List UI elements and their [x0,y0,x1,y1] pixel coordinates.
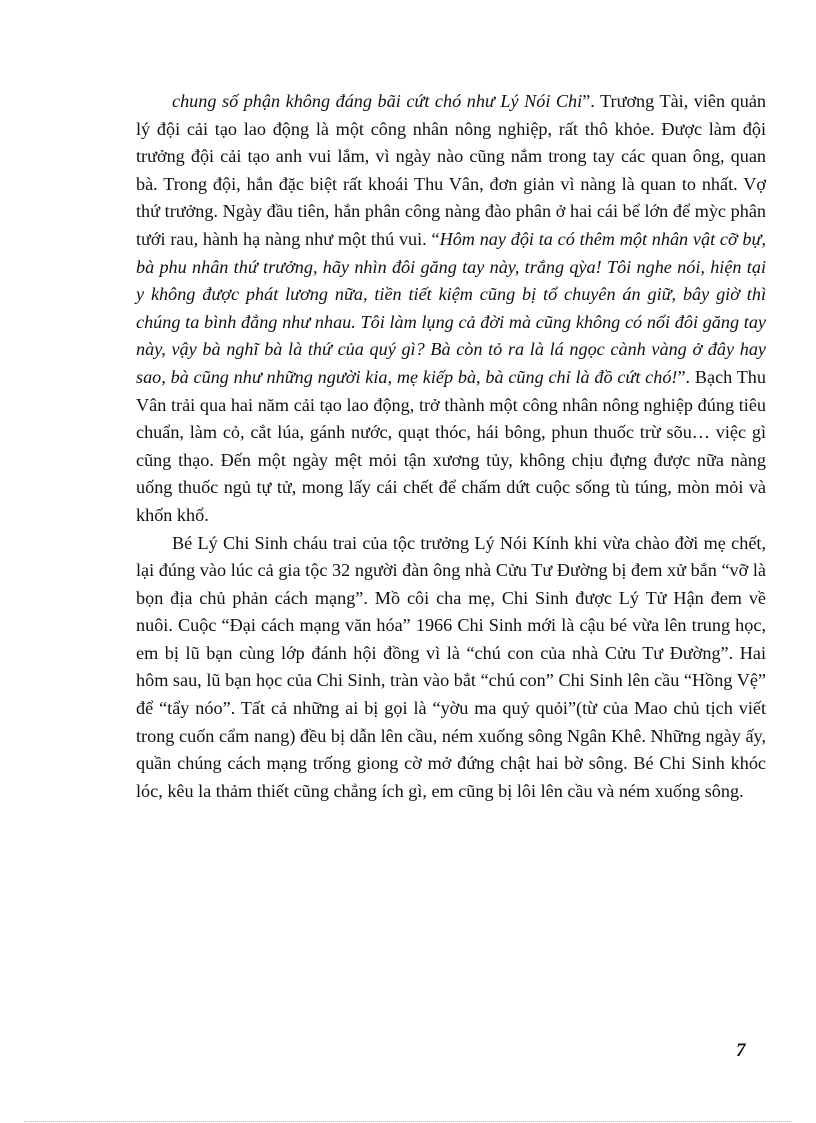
paragraph-1 [136,88,766,530]
text-segment: Hôm nay đội ta có thêm một nhân vật cỡ bự, bà phu nhân thứ trưởng, hãy nhìn đôi găng tay này, trắng qỳa! Tôi nghe nói, hiện tại y không được phát lương nữa, tiền tiết kiệm cũng bị tổ chuyên án giữ, bây giờ thì chúng ta bình đẳng như nhau. Tôi làm lụng cả đời mà cũng không có nổi đôi găng tay này, vậy bà nghĩ bà là thứ của quý gì? Bà còn tỏ ra là lá ngọc cành vàng ở đây hay sao, bà cũng như những người kia, mẹ kiếp bà, bà cũng chỉ là đồ cứt chó! [136,228,766,387]
text-segment: Bé Lý Chi Sinh cháu trai của tộc trưởng Lý Nói Kính khi vừa chào đời mẹ chết, lại đúng vào lúc cả gia tộc 32 người đàn ông nhà Cửu Tư Đường bị đem xử bắn “vỡ là bọn địa chủ phản cách mạng”. Mồ côi cha mẹ, Chi Sinh được Lý Tử Hận đem về nuôi. Cuộc “Đại cách mạng văn hóa” 1966 Chi Sinh mới là cậu bé vừa lên trung học, em bị lũ bạn cùng lớp đánh hội đồng vì là “chú con của nhà Cửu Tư Đường”. Hai hôm sau, lũ bạn học của Chi Sinh, tràn vào bắt “chú con” Chi Sinh lên cầu “Hồng Vệ” để “tẩy nóo”. Tất cả những ai bị gọi là “yờu ma quỷ quỏi”(từ của Mao chủ tịch viết trong cuốn cẩm nang) đều bị dẫn lên cầu, ném xuống sông Ngân Khê. Những ngày ấy, quần chúng cách mạng trống giong cờ mở đứng chật hai bờ sông. Bé Chi Sinh khóc lóc, kêu la thảm thiết cũng chẳng ích gì, em cũng bị lôi lên cầu và ném xuống sông. [136,532,766,801]
paragraph-2 [136,530,766,806]
text-segment: ”. Bạch Thu Vân trải qua hai năm cải tạo lao động, trở thành một công nhân nông nghiệp đúng tiêu chuẩn, làm cỏ, cắt lúa, gánh nước, quạt thóc, hái bông, phun thuốc trừ sõu… việc gì cũng thạo. Đến một ngày mệt mỏi tận xương tủy, không chịu đựng được nữa nàng uống thuốc ngủ tự tử, mong lấy cái chết để chấm dứt cuộc sống tù túng, mòn mỏi và khốn khổ. [136,366,766,525]
page-number: 7 [736,1040,746,1061]
body-text [136,88,766,805]
footer-divider [24,1121,792,1122]
text-segment: chung số phận không đáng bãi cứt chó như Lý Nói Chi [172,91,583,111]
text-segment: ”. Trương Tài, viên quản lý đội cải tạo lao động là một công nhân nông nghiệp, rất thô khỏe. Được làm đội trưởng đội cải tạo anh vui lắm, vì ngày nào cũng nắm trong tay các quan ông, quan bà. Trong đội, hắn đặc biệt rất khoái Thu Vân, đơn giản vì nàng là quan to nhất. Vợ thứ trưởng. Ngày đầu tiên, hắn phân công nàng đào phân ở hai cái bể lớn để mỳc phân tưới rau, hành hạ nàng như một thú vui. “ [136,91,766,249]
